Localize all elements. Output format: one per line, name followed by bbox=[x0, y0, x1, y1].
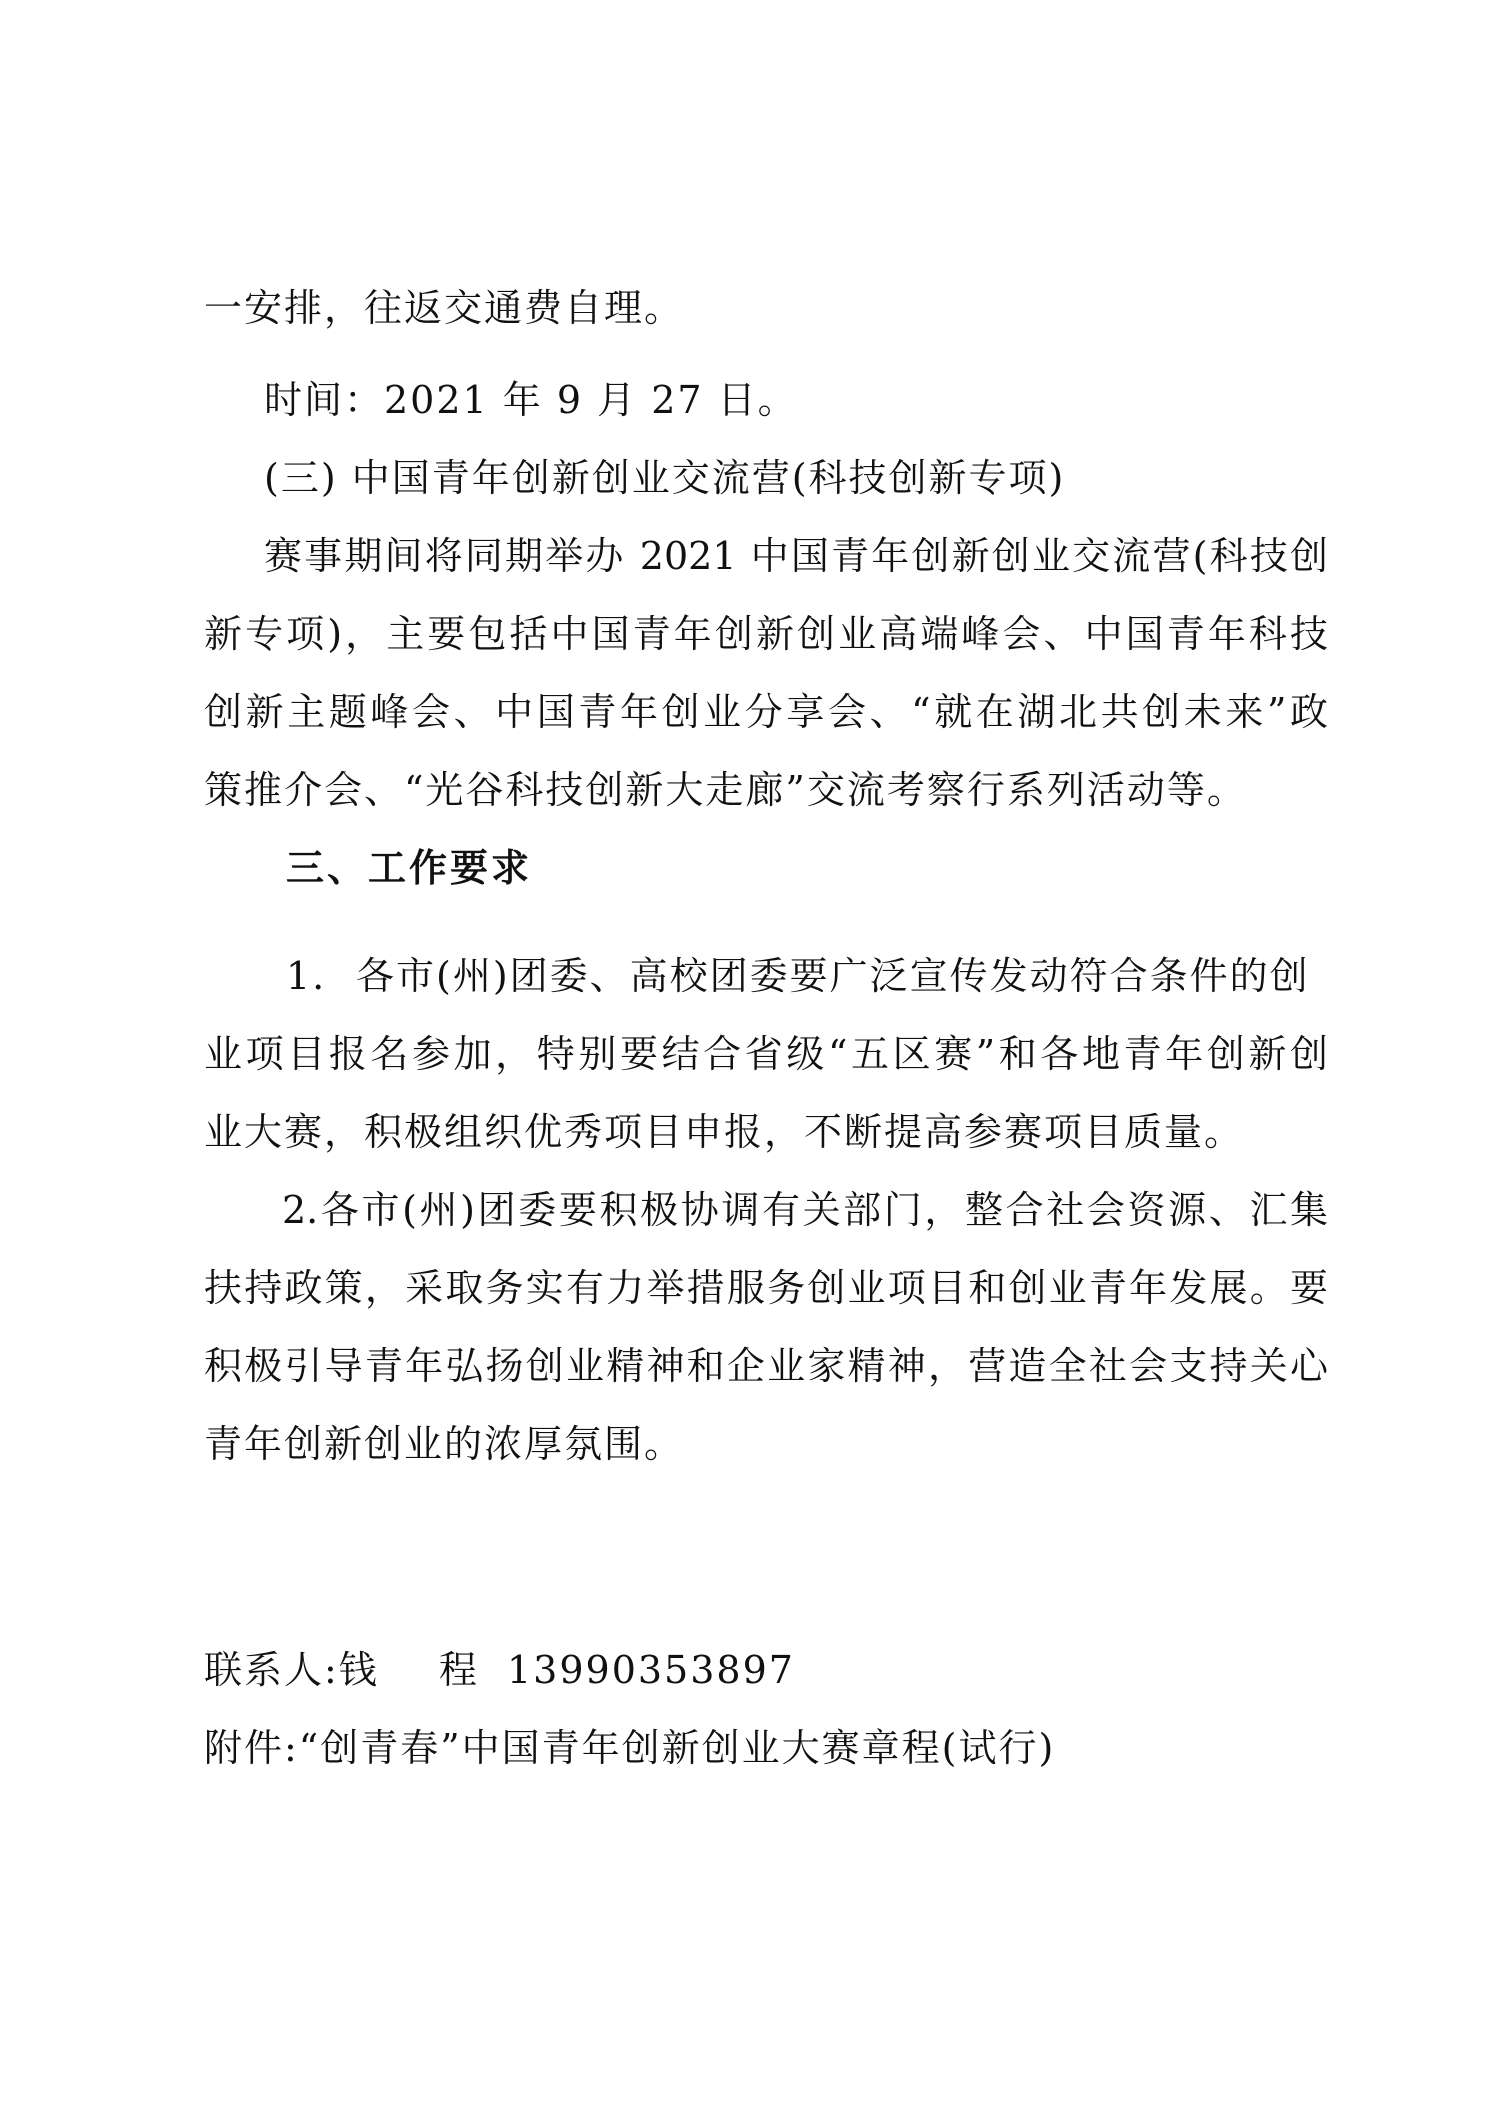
list-item-text: 各市(州)团委、高校团委要广泛宣传发动符合条件的创 bbox=[356, 954, 1310, 998]
list-item-2-first-line: 2.各市(州)团委要积极协调有关部门，整合社会资源、汇集 bbox=[282, 1188, 1328, 1232]
contact-phone: 13990353897 bbox=[507, 1648, 795, 1692]
section-3-title: (三) 中国青年创新创业交流营(科技创新专项) bbox=[264, 456, 1066, 500]
paragraph-line: 扶持政策，采取务实有力举措服务创业项目和创业青年发展。要 bbox=[204, 1266, 1328, 1310]
list-item-1-first-line bbox=[286, 946, 1500, 1006]
heading-work-requirements: 三、工作要求 bbox=[286, 846, 533, 890]
paragraph-line: 积极引导青年弘扬创业精神和企业家精神，营造全社会支持关心 bbox=[204, 1344, 1328, 1388]
paragraph-line: 青年创新创业的浓厚氛围。 bbox=[204, 1422, 685, 1466]
contact-name-rest: 程 bbox=[438, 1648, 479, 1692]
time-line: 时间：2021 年 9 月 27 日。 bbox=[264, 378, 798, 422]
paragraph-line: 新专项)，主要包括中国青年创新创业高端峰会、中国青年科技 bbox=[204, 612, 1328, 656]
list-item-number: 1. bbox=[286, 954, 327, 998]
contact-line bbox=[204, 1640, 1500, 1700]
attachment-line: 附件:“创青春”中国青年创新创业大赛章程(试行) bbox=[204, 1726, 1056, 1770]
text-line-continuation: 一安排，往返交通费自理。 bbox=[204, 286, 685, 330]
paragraph-line: 创新主题峰会、中国青年创业分享会、“就在湖北共创未来”政 bbox=[204, 690, 1328, 734]
paragraph-line: 业项目报名参加，特别要结合省级“五区赛”和各地青年创新创 bbox=[204, 1032, 1328, 1076]
paragraph-line: 策推介会、“光谷科技创新大走廊”交流考察行系列活动等。 bbox=[204, 768, 1247, 812]
paragraph-line: 业大赛，积极组织优秀项目申报，不断提高参赛项目质量。 bbox=[204, 1110, 1245, 1154]
paragraph-line: 赛事期间将同期举办 2021 中国青年创新创业交流营(科技创 bbox=[264, 534, 1328, 578]
contact-label: 联系人:钱 bbox=[204, 1648, 379, 1692]
